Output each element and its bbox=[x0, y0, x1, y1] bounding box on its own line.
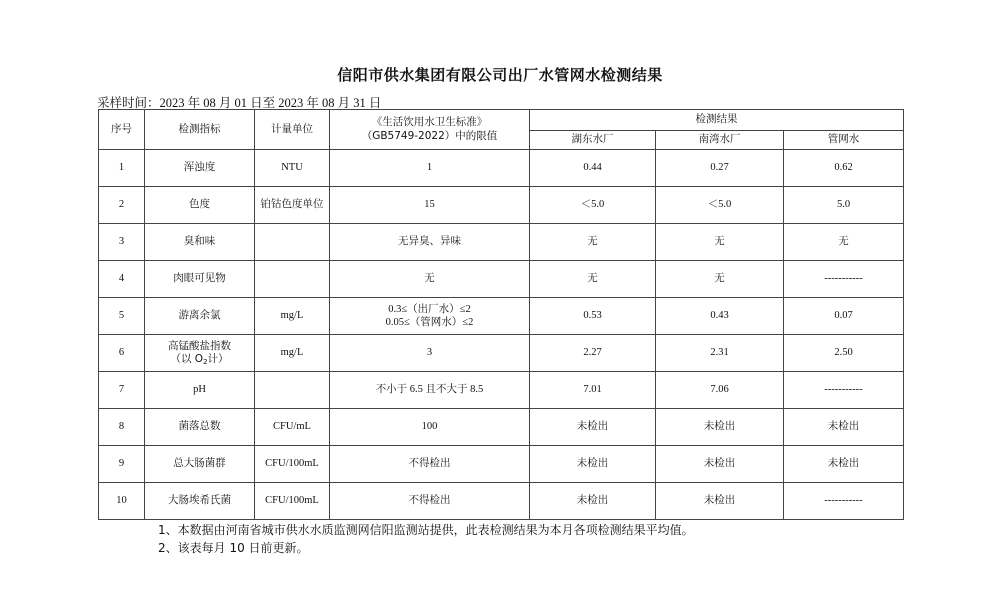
cell-unit: NTU bbox=[255, 150, 330, 187]
cell-result-network: 2.50 bbox=[784, 335, 904, 372]
cell-unit: CFU/100mL bbox=[255, 483, 330, 520]
results-table bbox=[98, 109, 904, 520]
page-title: 信阳市供水集团有限公司出厂水管网水检测结果 bbox=[337, 66, 663, 84]
cell-indicator: 大肠埃希氏菌 bbox=[145, 483, 255, 520]
header-seq: 序号 bbox=[99, 110, 145, 150]
note-item: 2、该表每月 10 日前更新。 bbox=[158, 541, 309, 555]
cell-unit bbox=[255, 261, 330, 298]
cell-seq: 7 bbox=[99, 372, 145, 409]
cell-result-nanwan: 无 bbox=[656, 224, 784, 261]
cell-limit: 15 bbox=[330, 187, 530, 224]
table-row bbox=[99, 150, 904, 187]
header-standard bbox=[330, 110, 530, 150]
cell-seq: 9 bbox=[99, 446, 145, 483]
cell-result-hudong: 未检出 bbox=[530, 446, 656, 483]
cell-result-nanwan: 7.06 bbox=[656, 372, 784, 409]
cell-result-hudong: 2.27 bbox=[530, 335, 656, 372]
header-standard-line2: （GB5749-2022）中的限值 bbox=[361, 129, 498, 142]
cell-limit: 3 bbox=[330, 335, 530, 372]
header-unit: 计量单位 bbox=[255, 110, 330, 150]
cell-indicator: pH bbox=[145, 372, 255, 409]
cell-indicator: 肉眼可见物 bbox=[145, 261, 255, 298]
table-row bbox=[99, 187, 904, 224]
cell-result-network: ----------- bbox=[784, 483, 904, 520]
cell-unit bbox=[255, 224, 330, 261]
table-row bbox=[99, 446, 904, 483]
cell-result-nanwan: 0.27 bbox=[656, 150, 784, 187]
cell-limit bbox=[330, 298, 530, 335]
cell-result-nanwan: 未检出 bbox=[656, 483, 784, 520]
header-results: 检测结果 bbox=[530, 110, 904, 131]
cell-result-network: 无 bbox=[784, 224, 904, 261]
cell-result-hudong: 7.01 bbox=[530, 372, 656, 409]
cell-indicator: 色度 bbox=[145, 187, 255, 224]
sample-time: 采样时间：2023 年 08 月 01 日至 2023 年 08 月 31 日 bbox=[97, 96, 382, 110]
cell-unit: mg/L bbox=[255, 298, 330, 335]
cell-indicator: 菌落总数 bbox=[145, 409, 255, 446]
notes bbox=[158, 521, 694, 557]
cell-indicator: 臭和味 bbox=[145, 224, 255, 261]
cell-indicator-line2 bbox=[145, 353, 254, 367]
cell-result-hudong: 0.53 bbox=[530, 298, 656, 335]
cell-result-hudong: 未检出 bbox=[530, 483, 656, 520]
cell-unit: CFU/100mL bbox=[255, 446, 330, 483]
table-row bbox=[99, 409, 904, 446]
cell-result-nanwan: 2.31 bbox=[656, 335, 784, 372]
cell-result-network: ----------- bbox=[784, 261, 904, 298]
header-site-hudong: 湖东水厂 bbox=[530, 131, 656, 150]
cell-limit: 不得检出 bbox=[330, 446, 530, 483]
cell-unit: 铂钴色度单位 bbox=[255, 187, 330, 224]
cell-result-hudong: ＜5.0 bbox=[530, 187, 656, 224]
cell-unit bbox=[255, 372, 330, 409]
cell-limit: 无 bbox=[330, 261, 530, 298]
table-row bbox=[99, 372, 904, 409]
cell-result-network: ----------- bbox=[784, 372, 904, 409]
cell-seq: 1 bbox=[99, 150, 145, 187]
cell-result-hudong: 无 bbox=[530, 261, 656, 298]
cell-seq: 3 bbox=[99, 224, 145, 261]
cell-seq: 4 bbox=[99, 261, 145, 298]
indicator-basis-suffix: 计） bbox=[207, 352, 229, 365]
cell-result-network: 未检出 bbox=[784, 446, 904, 483]
table-row bbox=[99, 298, 904, 335]
cell-limit: 无异臭、异味 bbox=[330, 224, 530, 261]
cell-limit: 1 bbox=[330, 150, 530, 187]
table-row bbox=[99, 335, 904, 372]
cell-result-nanwan: 0.43 bbox=[656, 298, 784, 335]
cell-result-nanwan: 未检出 bbox=[656, 446, 784, 483]
cell-indicator-line1: 高锰酸盐指数 bbox=[168, 339, 231, 352]
cell-result-hudong: 未检出 bbox=[530, 409, 656, 446]
cell-limit-line2: 0.05≤（管网水）≤2 bbox=[385, 317, 474, 328]
cell-limit-line1: 0.3≤（出厂水）≤2 bbox=[388, 303, 471, 315]
cell-seq: 5 bbox=[99, 298, 145, 335]
cell-limit: 不小于 6.5 且不大于 8.5 bbox=[330, 372, 530, 409]
header-site-nanwan: 南湾水厂 bbox=[656, 131, 784, 150]
cell-indicator: 浑浊度 bbox=[145, 150, 255, 187]
cell-result-hudong: 0.44 bbox=[530, 150, 656, 187]
header-site-network: 管网水 bbox=[784, 131, 904, 150]
cell-result-nanwan: 未检出 bbox=[656, 409, 784, 446]
cell-indicator: 游离余氯 bbox=[145, 298, 255, 335]
cell-limit: 100 bbox=[330, 409, 530, 446]
table-row bbox=[99, 224, 904, 261]
table-row bbox=[99, 483, 904, 520]
indicator-basis-prefix: （以 O bbox=[170, 352, 204, 365]
cell-seq: 8 bbox=[99, 409, 145, 446]
cell-indicator bbox=[145, 335, 255, 372]
cell-result-network: 未检出 bbox=[784, 409, 904, 446]
indicator-basis-subscript: 2 bbox=[203, 357, 208, 366]
note-item: 1、本数据由河南省城市供水水质监测网信阳监测站提供，此表检测结果为本月各项检测结果平均值。 bbox=[158, 523, 694, 537]
cell-result-hudong: 无 bbox=[530, 224, 656, 261]
header-row bbox=[99, 110, 904, 131]
cell-result-network: 5.0 bbox=[784, 187, 904, 224]
cell-seq: 10 bbox=[99, 483, 145, 520]
cell-seq: 2 bbox=[99, 187, 145, 224]
cell-indicator: 总大肠菌群 bbox=[145, 446, 255, 483]
cell-result-nanwan: ＜5.0 bbox=[656, 187, 784, 224]
cell-seq: 6 bbox=[99, 335, 145, 372]
cell-unit: CFU/mL bbox=[255, 409, 330, 446]
cell-result-nanwan: 无 bbox=[656, 261, 784, 298]
cell-unit: mg/L bbox=[255, 335, 330, 372]
header-standard-line1: 《生活饮用水卫生标准》 bbox=[371, 116, 488, 129]
cell-limit: 不得检出 bbox=[330, 483, 530, 520]
table-row bbox=[99, 261, 904, 298]
cell-result-network: 0.62 bbox=[784, 150, 904, 187]
header-indicator: 检测指标 bbox=[145, 110, 255, 150]
cell-result-network: 0.07 bbox=[784, 298, 904, 335]
